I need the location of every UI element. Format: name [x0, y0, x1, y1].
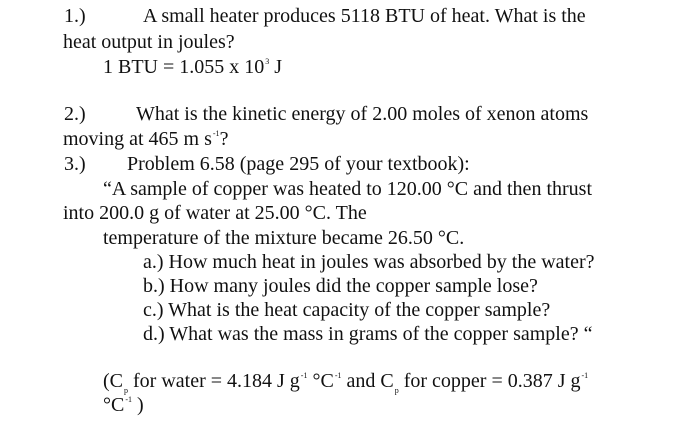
specific-heat-note-line-2: $^\circ C^{-1}$ ) — [103, 394, 144, 416]
problem-1-line-1: A small heater produces 5118 BTU of heat. What is the — [143, 5, 586, 27]
question-b: b.) How many joules did the copper sample lose? — [143, 275, 538, 297]
problem-3-quote-line-2: into 200.0 g of water at 25.00 °C. The — [63, 202, 367, 224]
btu-conversion: 1 BTU = 1.055 x $10^3$ J — [103, 56, 283, 78]
problem-2-number: 2.) — [64, 103, 86, 125]
problem-1-number: 1.) — [64, 5, 86, 27]
problem-3-number: 3.) — [64, 153, 86, 175]
question-a: a.) How much heat in joules was absorbed by the water? — [143, 251, 595, 273]
specific-heat-note: ($C_p$ for water = 4.184 J $g^{-1}$ $^\circ C^{-1}$ and $C_p$ for copper = 0.387 J $g^{-1}$ — [103, 370, 589, 395]
problem-2-line-1: What is the kinetic energy of 2.00 moles of xenon atoms — [136, 103, 589, 125]
problem-3-heading: Problem 6.58 (page 295 of your textbook): — [127, 153, 470, 175]
question-d: d.) What was the mass in grams of the copper sample? “ — [143, 323, 593, 345]
problem-2-line-2: moving at 465 m $s^{-1}$? — [63, 128, 229, 150]
problem-3-quote-line-3: temperature of the mixture became 26.50 °C. — [103, 227, 465, 249]
problem-3-quote-line-1: “A sample of copper was heated to 120.00 °C and then thrust — [103, 178, 592, 200]
question-c: c.) What is the heat capacity of the copper sample? — [143, 299, 551, 321]
problem-1-line-2: heat output in joules? — [63, 31, 235, 53]
